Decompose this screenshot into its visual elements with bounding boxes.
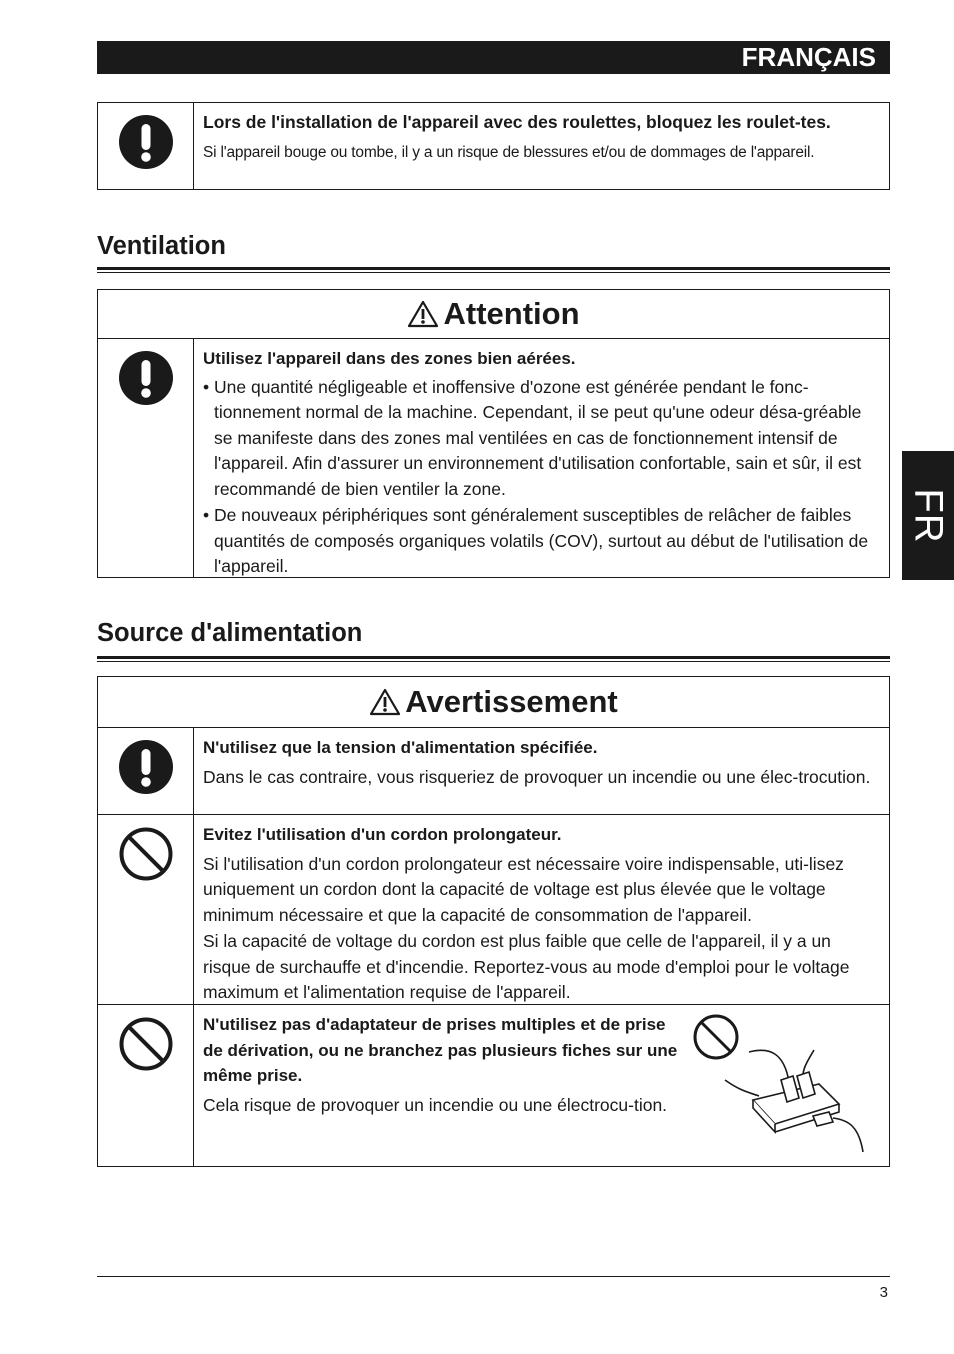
section-title-power: Source d'alimentation	[97, 619, 363, 647]
prohibition-icon-cell	[98, 1005, 194, 1166]
voltage-bold: N'utilisez que la tension d'alimentation spécifiée.	[203, 738, 598, 757]
ventilation-bold: Utilisez l'appareil dans des zones bien aérées.	[203, 349, 576, 368]
warning-row	[98, 1005, 889, 1166]
ventilation-bullets	[203, 375, 879, 580]
attention-header	[98, 290, 889, 339]
warning-box	[97, 676, 890, 1167]
prohibition-icon-cell	[98, 815, 194, 1004]
section-title-ventilation: Ventilation	[97, 232, 226, 260]
language-side-tab	[902, 451, 954, 580]
power-strip-illustration	[689, 1012, 879, 1160]
mandatory-icon-cell	[98, 339, 194, 577]
prohibition-icon	[119, 827, 173, 881]
multi-plug-text	[194, 1005, 889, 1166]
footer-rule	[97, 1276, 890, 1277]
warning-triangle-icon	[369, 688, 401, 716]
language-label: FRANÇAIS	[741, 42, 876, 72]
mandatory-action-icon	[119, 351, 173, 405]
mandatory-icon-cell	[98, 728, 194, 814]
prohibition-icon	[119, 1017, 173, 1071]
warning-header	[98, 677, 889, 728]
extension-cord-text	[194, 815, 889, 1004]
caster-lock-note	[97, 102, 890, 190]
extension-cord-detail-2: Si la capacité de voltage du cordon est plus faible que celle de l'appareil, il y a un risque de surchauffe et d'incendie. Reportez-vous au mode d'emploi pour le voltage maximum et l'alimentation requise de l'appareil.	[203, 931, 850, 1002]
multi-plug-detail: Cela risque de provoquer un incendie ou une électrocu-tion.	[203, 1094, 668, 1115]
warning-row	[98, 728, 889, 815]
section-rule	[97, 267, 890, 270]
section-rule	[97, 656, 890, 659]
mandatory-action-icon	[119, 740, 173, 794]
page-number: 3	[879, 1284, 888, 1301]
mandatory-icon-cell	[98, 103, 194, 189]
power-strip-prohibited-icon	[689, 1012, 879, 1162]
language-header	[97, 41, 890, 74]
attention-box	[97, 289, 890, 578]
warning-row	[98, 815, 889, 1005]
extension-cord-detail: Si l'utilisation d'un cordon prolongateur est nécessaire voire indispensable, uti-lisez uniquement un cordon dont la capacité de voltage est plus élevée que le voltage minimum nécessaire et que la capacité de consommation de l'appareil.	[203, 853, 844, 925]
caster-note-bold: Lors de l'installation de l'appareil avec des roulettes, bloquez les roulet-tes.	[203, 112, 831, 132]
caster-note-text	[194, 103, 889, 189]
voltage-detail: Dans le cas contraire, vous risqueriez de provoquer un incendie ou une élec-trocution.	[203, 766, 871, 787]
voltage-text	[194, 728, 889, 814]
section-rule-thin	[97, 661, 890, 662]
ventilation-text	[194, 339, 889, 577]
warning-triangle-icon	[407, 300, 439, 328]
warning-title: Avertissement	[405, 684, 618, 719]
side-tab-label: FR	[906, 487, 951, 544]
section-rule-thin	[97, 272, 890, 273]
bullet-item: • De nouveaux périphériques sont généralement susceptibles de relâcher de faibles quantités de composés organiques volatils (COV), surtout au début de l'utilisation de l'appareil.	[203, 503, 879, 580]
attention-title: Attention	[443, 296, 580, 331]
bullet-item: • Une quantité négligeable et inoffensive d'ozone est générée pendant le fonc-tionnement normal de la machine. Cependant, il se peut qu'une odeur désa-gréable se manifeste dans des zones mal ventilées en cas de fonctionnement intensif de l'appareil. Afin d'assurer un environnement d'utilisation confortable, sain et sûr, il est recommandé de bien ventiler la zone.	[203, 375, 879, 503]
caster-note-detail: Si l'appareil bouge ou tombe, il y a un risque de blessures et/ou de dommages de l'appareil.	[203, 143, 815, 161]
mandatory-action-icon	[119, 115, 173, 169]
extension-cord-bold: Evitez l'utilisation d'un cordon prolongateur.	[203, 825, 562, 844]
multi-plug-bold: N'utilisez pas d'adaptateur de prises multiples et de prise de dérivation, ou ne branchez pas plusieurs fiches sur une même prise.	[203, 1015, 678, 1085]
